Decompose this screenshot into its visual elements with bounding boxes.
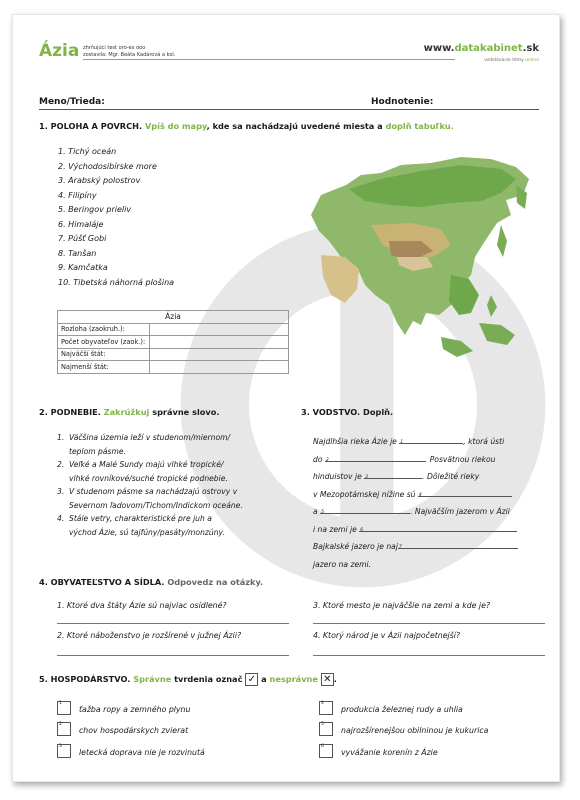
place-item: 1. Tichý oceán bbox=[58, 147, 117, 156]
section-1-heading bbox=[39, 121, 454, 131]
place-item: 5. Beringov prieliv bbox=[58, 205, 132, 214]
s5-title-b: Správne bbox=[133, 674, 172, 684]
place-item: 10. Tibetská náhorná plošina bbox=[58, 277, 175, 287]
water-fill-in-text bbox=[313, 433, 545, 573]
statement-2: chov hospodárskych zvierat bbox=[79, 726, 189, 735]
statement-3: letecká doprava nie je rozvinutá bbox=[79, 748, 205, 757]
box-number: 4 bbox=[321, 701, 324, 706]
box-number: 5 bbox=[321, 722, 324, 727]
answer-line-3[interactable] bbox=[313, 623, 545, 624]
header-rule bbox=[83, 59, 455, 60]
worksheet-subtitle bbox=[83, 45, 175, 59]
s5-title-d: a bbox=[261, 674, 267, 684]
item-line-1: V studenom pásme sa nachádzajú ostrovy v bbox=[69, 487, 238, 496]
table-answer-cell[interactable] bbox=[150, 348, 289, 361]
box-number: 2 bbox=[59, 722, 62, 727]
climate-item[interactable] bbox=[57, 458, 289, 472]
asia-facts-table bbox=[57, 310, 289, 374]
cross-mark-icon: ✕ bbox=[321, 673, 334, 686]
s3-title-b: Doplň. bbox=[363, 407, 394, 417]
item-number: 2. bbox=[57, 460, 65, 469]
climate-statements bbox=[57, 431, 289, 539]
blank-number: 6 bbox=[360, 527, 364, 533]
brand-url[interactable] bbox=[424, 43, 539, 54]
section-3-heading bbox=[301, 407, 393, 417]
s5-title-c: tvrdenia označ bbox=[174, 674, 243, 684]
item-line-1: Veľké a Malé Sundy majú vlhké tropické/ bbox=[69, 460, 224, 469]
place-item: 9. Kamčatka bbox=[58, 263, 108, 272]
s4-title-a: 4. OBYVATEĽSTVO A SÍDLA. bbox=[39, 577, 165, 587]
item-line-1: Väčšina územia leží v studenom/miernom/ bbox=[69, 433, 231, 442]
fill-text: , ktorá ústi bbox=[463, 437, 505, 446]
box-number: 1 bbox=[59, 701, 62, 706]
item-number: 3. bbox=[57, 487, 65, 496]
table-row-label: Rozloha (zaokruh.): bbox=[58, 323, 150, 336]
statement-5: najrozšírenejšou obilninou je kukurica bbox=[341, 726, 489, 735]
blank-number: 1 bbox=[400, 440, 404, 445]
s2-title-a: 2. PODNEBIE. bbox=[39, 407, 101, 417]
answer-checkbox-4[interactable] bbox=[319, 701, 333, 715]
item-line-1: Stále vetry, charakteristické pre juh a bbox=[69, 514, 212, 523]
blank-number: 7 bbox=[398, 545, 402, 550]
answer-line-2[interactable] bbox=[57, 655, 289, 656]
places-list bbox=[58, 145, 174, 290]
s2-title-c: správne slovo. bbox=[152, 407, 220, 417]
s5-title-e: nesprávne bbox=[269, 674, 318, 684]
box-number: 6 bbox=[321, 744, 324, 749]
s1-title-b: Vpíš do mapy bbox=[144, 121, 207, 131]
table-answer-cell[interactable] bbox=[150, 336, 289, 349]
fill-text: do bbox=[313, 454, 323, 464]
subtitle-line-2: zostavila: Mgr. Beáta Kadárová a kol. bbox=[83, 52, 176, 58]
statement-1: ťažba ropy a zemného plynu bbox=[79, 705, 191, 714]
fill-text: jazero na zemi. bbox=[313, 559, 372, 569]
answer-checkbox-6[interactable] bbox=[319, 744, 333, 758]
fill-blank-5[interactable] bbox=[320, 505, 410, 514]
place-item: 2. Východosibírske more bbox=[58, 161, 157, 171]
climate-item[interactable] bbox=[57, 431, 289, 445]
blank-number: 3 bbox=[365, 475, 369, 480]
answer-checkbox-3[interactable] bbox=[57, 744, 71, 758]
answer-checkbox-1[interactable] bbox=[57, 701, 71, 715]
s4-title-b: Odpovedz na otázky. bbox=[167, 577, 264, 587]
table-title: Ázia bbox=[58, 311, 289, 324]
fill-text: a bbox=[313, 507, 318, 516]
worksheet-page bbox=[12, 14, 560, 782]
name-line bbox=[39, 109, 539, 110]
check-mark-icon: ✓ bbox=[245, 673, 258, 686]
section-4-heading bbox=[39, 577, 263, 587]
table-row-label: Počet obyvateľov (zaok.): bbox=[58, 336, 150, 349]
section-5-heading bbox=[39, 673, 337, 686]
place-item: 7. Púšť Gobi bbox=[58, 234, 107, 243]
question-4: 4. Ktorý národ je v Ázii najpočetnejší? bbox=[313, 631, 461, 640]
fill-blank-7[interactable] bbox=[398, 540, 518, 549]
box-number: 3 bbox=[59, 744, 62, 749]
fill-blank-6[interactable] bbox=[359, 523, 517, 532]
fill-blank-4[interactable] bbox=[418, 488, 512, 497]
fill-blank-2[interactable] bbox=[325, 453, 425, 462]
fill-text: hinduistov je bbox=[313, 472, 362, 481]
asia-physical-map bbox=[301, 145, 531, 385]
item-number: 1. bbox=[57, 433, 65, 442]
answer-line-4[interactable] bbox=[313, 655, 545, 656]
s2-title-b: Zakrúžkuj bbox=[103, 407, 150, 417]
question-1: 1. Ktoré dva štáty Ázie sú najviac osídlené? bbox=[57, 601, 227, 610]
item-line-2: vlhké rovníkové/suché tropické podnebie. bbox=[69, 473, 228, 483]
name-class-label: Meno/Trieda: bbox=[39, 97, 105, 107]
statement-4: produkcia železnej rudy a uhlia bbox=[341, 705, 463, 714]
brand-prefix: www. bbox=[423, 43, 455, 54]
fill-text: v Mezopotámskej nížine sú bbox=[313, 489, 416, 499]
blank-number: 5 bbox=[321, 510, 324, 515]
place-item: 4. Filipíny bbox=[58, 190, 97, 200]
brand-tagline bbox=[484, 58, 539, 63]
fill-text: . Posvätnou riekou bbox=[424, 454, 496, 464]
answer-line-1[interactable] bbox=[57, 623, 289, 624]
climate-item[interactable] bbox=[57, 485, 289, 499]
brand-name: datakabinet bbox=[454, 43, 523, 54]
statement-6: vyvážanie korenín z Ázie bbox=[341, 748, 438, 757]
blank-number: 2 bbox=[325, 457, 329, 463]
place-item: 3. Arabský polostrov bbox=[58, 176, 141, 185]
fill-text: . Najväčším jazerom v Ázii bbox=[410, 507, 510, 516]
s3-title-a: 3. VODSTVO. bbox=[301, 407, 361, 417]
place-item: 6. Himaláje bbox=[58, 219, 104, 229]
question-3: 3. Ktoré mesto je najväčšie na zemi a kde je? bbox=[313, 601, 491, 610]
table-answer-cell[interactable] bbox=[150, 323, 289, 336]
table-row-label: Najväčší štát: bbox=[58, 348, 150, 361]
table-row-label: Najmenší štát: bbox=[58, 361, 150, 374]
fill-text: i na zemi je bbox=[313, 524, 357, 534]
s1-title-c: , kde sa nachádzajú uvedené miesta a bbox=[206, 121, 383, 131]
fill-text: Najdlhšia rieka Ázie je bbox=[313, 437, 397, 446]
fill-blank-1[interactable] bbox=[399, 435, 463, 444]
answer-checkbox-2[interactable] bbox=[57, 722, 71, 736]
question-2: 2. Ktoré náboženstvo je rozšírené v južnej Ázii? bbox=[57, 631, 242, 640]
s1-title-d: doplň tabuľku. bbox=[385, 121, 454, 131]
grade-label: Hodnotenie: bbox=[371, 97, 434, 107]
subtitle-line-1: zhrňujúci test oro-ex ooo bbox=[83, 45, 146, 51]
item-line-2: Severnom ľadovom/Tichom/Indickom oceáne. bbox=[69, 500, 243, 510]
item-line-2: teplom pásme. bbox=[69, 446, 126, 456]
item-line-2: východ Ázie, sú tajfúny/pasáty/monzúny. bbox=[69, 527, 225, 537]
climate-item[interactable] bbox=[57, 512, 289, 526]
worksheet-title: Ázia bbox=[39, 41, 80, 61]
page-header bbox=[39, 41, 539, 77]
answer-checkbox-5[interactable] bbox=[319, 722, 333, 736]
tagline-text: vzdelávacie témy bbox=[484, 58, 524, 63]
fill-text: . Dôležité rieky bbox=[422, 472, 480, 481]
fill-blank-3[interactable] bbox=[364, 470, 422, 479]
place-item: 8. Tanšan bbox=[58, 248, 97, 258]
s5-end: . bbox=[333, 674, 337, 684]
section-2-heading bbox=[39, 407, 219, 417]
brand-suffix: .sk bbox=[522, 43, 539, 54]
item-number: 4. bbox=[57, 514, 65, 523]
table-answer-cell[interactable] bbox=[150, 361, 289, 374]
blank-number: 4 bbox=[418, 492, 422, 498]
fill-text: Bajkalské jazero je naj bbox=[313, 542, 398, 551]
s5-title-a: 5. HOSPODÁRSTVO. bbox=[39, 674, 131, 684]
s1-title-a: 1. POLOHA A POVRCH. bbox=[39, 121, 143, 131]
tagline-online: online bbox=[525, 58, 539, 63]
